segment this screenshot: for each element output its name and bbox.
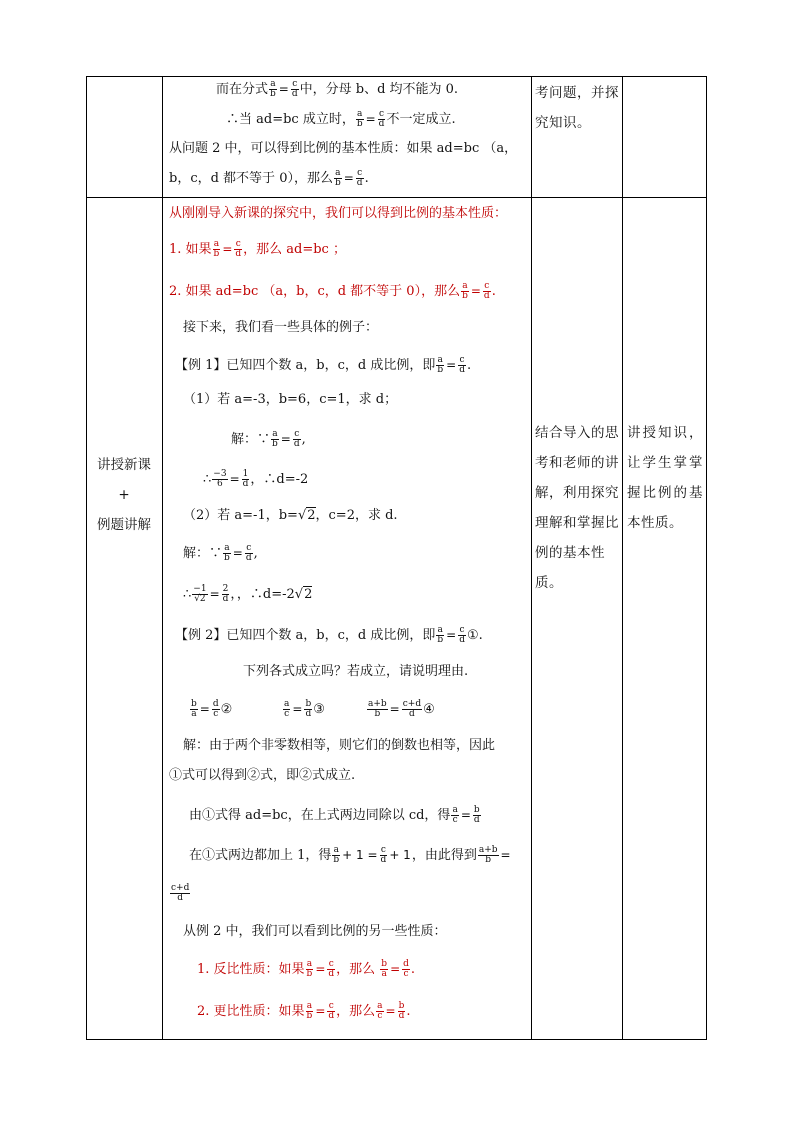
- example-1-q1: （1）若 a=-3，b=6，c=1，求 d；: [183, 392, 398, 407]
- fraction-c-over-d: $\frac{c}{d}$: [459, 355, 465, 375]
- fraction-a-over-b: $\frac{a}{b}$: [356, 109, 363, 129]
- fraction-a-over-b: $\frac{a}{b}$: [213, 239, 220, 259]
- fraction-a-over-b: $\frac{a}{b}$: [437, 355, 444, 375]
- row2-col3-note: 结合导入的思考和老师的讲解，利用探究理解和掌握比例的基本性质。: [535, 425, 619, 591]
- fraction-a-over-b: $\frac{a}{b}$: [437, 625, 444, 645]
- intro-text: 从刚刚导入新课的探究中，我们可以得到比例的基本性质：: [169, 206, 508, 221]
- fraction-c-over-d: $\frac{c}{d}$: [291, 79, 298, 99]
- row1-line4: b，c，d 都不等于 0），那么 $\frac{a}{b}$ = $\frac{c}{d}$ .: [169, 168, 369, 188]
- from-example-2: 从例 2 中，我们可以看到比例的另一些性质：: [183, 924, 447, 939]
- row1-line3: 从问题 2 中，可以得到比例的基本性质：如果 ad=bc （a，: [169, 141, 518, 156]
- example-1-q2: （2）若 a=-1，b=√2，c=2，求 d.: [183, 508, 398, 523]
- solution-2-line4: 在①式两边都加上 1，得 $\frac{a}{b}$ + 1 = $\frac{c}{d}$ + 1，由此得到 $\frac{a+b}{b}$ =: [189, 845, 511, 865]
- inverse-property: 1. 反比性质：如果 $\frac{a}{b}$ = $\frac{c}{d}$ ，那么 $\frac{b}{a}$ = $\frac{d}{c}$ .: [197, 959, 416, 979]
- example-1-s2b: ∴ $\frac{-1}{√2}$ = $\frac{2}{d}$ ，，∴d=-2√2: [183, 584, 313, 604]
- fraction-neg1-over-sqrt2: $\frac{-1}{√2}$: [193, 584, 207, 604]
- fraction-c-over-d: $\frac{c}{d}$: [483, 281, 490, 301]
- table-row-divider: [86, 197, 707, 198]
- fraction-c-over-d: $\frac{c}{d}$: [356, 168, 363, 188]
- example-1-s2a: 解：∵ $\frac{a}{b}$ = $\frac{c}{d}$ ,: [183, 543, 258, 563]
- example-2-question: 下列各式成立吗？若成立，请说明理由.: [243, 664, 469, 679]
- property-2: 2. 如果 ad=bc （a，b，c，d 都不等于 0），那么 $\frac{a}{b}$ = $\frac{c}{d}$ .: [169, 281, 496, 301]
- fraction-a-over-b: $\frac{a}{b}$: [272, 429, 278, 449]
- solution-2-line3: 由①式得 ad=bc，在上式两边同除以 cd，得 $\frac{a}{c}$ = $\frac{b}{d}$: [189, 805, 480, 825]
- fraction-a-over-b: $\frac{a}{b}$: [462, 281, 468, 301]
- fraction-c-over-d: $\frac{c}{d}$: [459, 625, 465, 645]
- fraction-c-over-d: $\frac{c}{d}$: [245, 543, 252, 563]
- row1-line1: 而在分式 $\frac{a}{b}$ = $\frac{c}{d}$ 中，分母 b、d 均不能为 0.: [216, 79, 459, 99]
- solution-2-line2: ①式可以得到②式，即②式成立.: [169, 768, 356, 783]
- table-right-border: [706, 76, 707, 1039]
- table-top-border: [86, 76, 707, 77]
- example-1-statement: 【例 1】已知四个数 a，b，c，d 成比例，即 $\frac{a}{b}$ = $\frac{c}{d}$ .: [175, 355, 472, 375]
- fraction-a-over-b: $\frac{a}{b}$: [270, 79, 276, 99]
- next-examples: 接下来，我们看一些具体的例子：: [183, 320, 379, 335]
- equation-2: $\frac{b}{a}$ = $\frac{d}{c}$ ②: [191, 699, 233, 719]
- fraction-neg3-over-6: $\frac{-3}{6}$: [213, 469, 227, 489]
- equation-3: $\frac{a}{c}$ = $\frac{b}{d}$ ③: [284, 699, 325, 719]
- equation-4: $\frac{a+b}{b}$ = $\frac{c+d}{d}$ ④: [368, 699, 435, 719]
- table-col-divider-1: [162, 76, 163, 1039]
- row1-line2: ∴当 ad=bc 成立时， $\frac{a}{b}$ = $\frac{c}{d}$ 不一定成立.: [226, 109, 456, 129]
- fraction-c-over-d: $\frac{c}{d}$: [378, 109, 385, 129]
- fraction-a-over-b: $\frac{a}{b}$: [334, 168, 341, 188]
- table-col-divider-3: [622, 76, 623, 1039]
- solution-2-line4-cont: $\frac{c+d}{d}$: [171, 883, 190, 903]
- table-col-divider-2: [531, 76, 532, 1039]
- property-1: 1. 如果 $\frac{a}{b}$ = $\frac{c}{d}$ ，那么 ad=bc ；: [169, 239, 346, 259]
- row1-col3-note: 考问题，并探究知识。: [535, 85, 619, 131]
- table-left-border: [86, 76, 87, 1039]
- section-label: 讲授新课 + 例题讲解: [97, 457, 151, 533]
- alternation-property: 2. 更比性质：如果 $\frac{a}{b}$ = $\frac{c}{d}$ ，那么 $\frac{a}{c}$ = $\frac{b}{d}$ .: [197, 1001, 411, 1021]
- solution-2-line1: 解：由于两个非零数相等，则它们的倒数也相等，因此: [183, 738, 496, 753]
- table-bottom-border: [86, 1039, 707, 1040]
- example-1-s1a: 解：∵ $\frac{a}{b}$ = $\frac{c}{d}$ ,: [231, 429, 306, 449]
- fraction-1-over-d: $\frac{1}{d}$: [242, 469, 249, 489]
- fraction-a-over-b: $\frac{a}{b}$: [224, 543, 230, 563]
- row2-col4-note: 讲授知识，让学生掌掌握比例的基本性质。: [627, 425, 703, 531]
- fraction-c-over-d: $\frac{c}{d}$: [235, 239, 242, 259]
- fraction-c-over-d: $\frac{c}{d}$: [293, 429, 300, 449]
- example-2-statement: 【例 2】已知四个数 a，b，c，d 成比例，即 $\frac{a}{b}$ = $\frac{c}{d}$ ①.: [175, 625, 483, 645]
- example-1-s1b: ∴ $\frac{-3}{6}$ = $\frac{1}{d}$ ，∴d=-2: [203, 469, 309, 489]
- fraction-2-over-d: $\frac{2}{d}$: [222, 584, 229, 604]
